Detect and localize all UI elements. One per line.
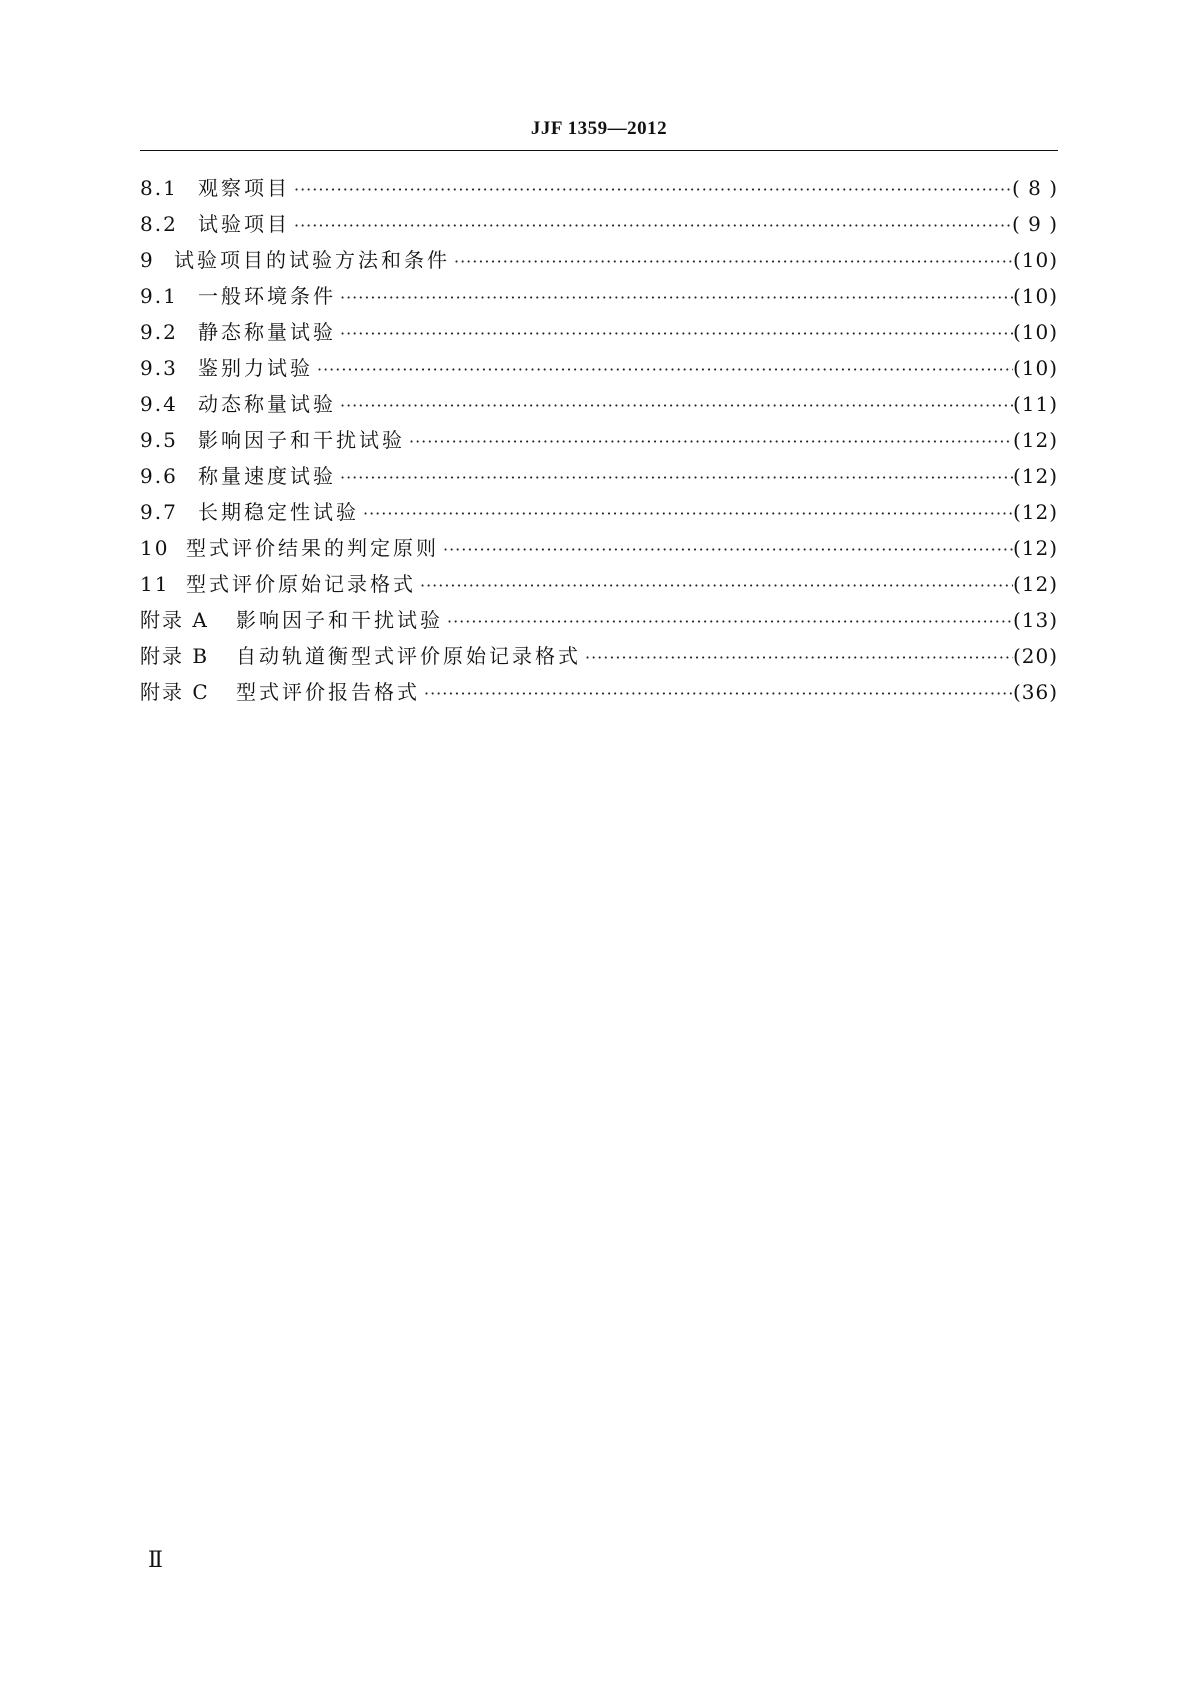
toc-entry-9[interactable]: [140, 242, 1058, 278]
dot-leader: [290, 208, 1012, 242]
toc-section-number: 9.7: [140, 500, 178, 524]
page-folio: Ⅱ: [148, 1547, 163, 1572]
toc-section-title: 型式评价结果的判定原则: [186, 536, 439, 560]
toc-entry-11[interactable]: [140, 566, 1058, 602]
toc-page-number: (36): [1012, 680, 1058, 704]
dot-leader: [336, 280, 1013, 314]
toc-section-title: 称量速度试验: [198, 464, 336, 488]
toc-section-title: 长期稳定性试验: [198, 500, 359, 524]
toc-section-number: 9: [140, 248, 155, 272]
toc-page-number: (12): [1012, 500, 1058, 524]
toc-section-number: 8.2: [140, 212, 178, 236]
header-rule: [140, 150, 1058, 151]
toc-section-title: 静态称量试验: [198, 320, 336, 344]
toc-page-number: (12): [1012, 464, 1058, 488]
toc-section-number: 附录 B: [140, 644, 210, 668]
toc-page-number: ( 8 ): [1011, 176, 1058, 200]
dot-leader: [359, 496, 1013, 530]
toc-section-number: 9.2: [140, 320, 178, 344]
dot-leader: [290, 172, 1012, 206]
toc-entry-10[interactable]: [140, 530, 1058, 566]
dot-leader: [313, 352, 1013, 386]
toc-entry-appendix-a[interactable]: [140, 602, 1058, 638]
toc-section-number: 11: [140, 572, 170, 596]
dot-leader: [405, 424, 1013, 458]
table-of-contents: [140, 170, 1058, 710]
toc-page-number: (10): [1012, 284, 1058, 308]
toc-section-title: 试验项目: [198, 212, 290, 236]
toc-entry-9-7[interactable]: [140, 494, 1058, 530]
toc-section-title: 自动轨道衡型式评价原始记录格式: [236, 644, 581, 668]
toc-page-number: (10): [1012, 248, 1058, 272]
dot-leader: [420, 676, 1013, 710]
dot-leader: [336, 460, 1013, 494]
toc-page-number: (10): [1012, 356, 1058, 380]
toc-section-title: 型式评价报告格式: [236, 680, 420, 704]
toc-entry-appendix-b[interactable]: [140, 638, 1058, 674]
dot-leader: [450, 244, 1013, 278]
toc-section-number: 9.4: [140, 392, 178, 416]
toc-page-number: ( 9 ): [1011, 212, 1058, 236]
dot-leader: [439, 532, 1013, 566]
toc-entry-9-1[interactable]: [140, 278, 1058, 314]
toc-section-number: 9.5: [140, 428, 178, 452]
toc-entry-appendix-c[interactable]: [140, 674, 1058, 710]
toc-page-number: (11): [1012, 392, 1058, 416]
dot-leader: [336, 388, 1013, 422]
toc-section-number: 8.1: [140, 176, 178, 200]
toc-entry-9-5[interactable]: [140, 422, 1058, 458]
toc-entry-9-3[interactable]: [140, 350, 1058, 386]
toc-entry-9-2[interactable]: [140, 314, 1058, 350]
toc-section-number: 9.6: [140, 464, 178, 488]
toc-entry-9-6[interactable]: [140, 458, 1058, 494]
toc-page-number: (13): [1012, 608, 1058, 632]
toc-section-number: 附录 A: [140, 608, 209, 632]
toc-section-title: 观察项目: [198, 176, 290, 200]
toc-section-title: 鉴别力试验: [198, 356, 313, 380]
dot-leader: [416, 568, 1013, 602]
toc-page-number: (12): [1012, 536, 1058, 560]
toc-section-title: 影响因子和干扰试验: [198, 428, 405, 452]
toc-section-number: 10: [140, 536, 170, 560]
toc-section-title: 动态称量试验: [198, 392, 336, 416]
toc-page-number: (12): [1012, 572, 1058, 596]
toc-section-number: 9.3: [140, 356, 178, 380]
toc-section-number: 附录 C: [140, 680, 210, 704]
toc-page-number: (12): [1012, 428, 1058, 452]
toc-page-number: (10): [1012, 320, 1058, 344]
toc-section-title: 试验项目的试验方法和条件: [174, 248, 450, 272]
dot-leader: [336, 316, 1013, 350]
toc-entry-9-4[interactable]: [140, 386, 1058, 422]
running-header: JJF 1359—2012: [530, 118, 668, 139]
toc-section-title: 影响因子和干扰试验: [236, 608, 443, 632]
toc-section-number: 9.1: [140, 284, 178, 308]
toc-entry-8-1[interactable]: [140, 170, 1058, 206]
dot-leader: [443, 604, 1013, 638]
toc-entry-8-2[interactable]: [140, 206, 1058, 242]
toc-page-number: (20): [1012, 644, 1058, 668]
toc-section-title: 一般环境条件: [198, 284, 336, 308]
dot-leader: [581, 640, 1013, 674]
toc-section-title: 型式评价原始记录格式: [186, 572, 416, 596]
